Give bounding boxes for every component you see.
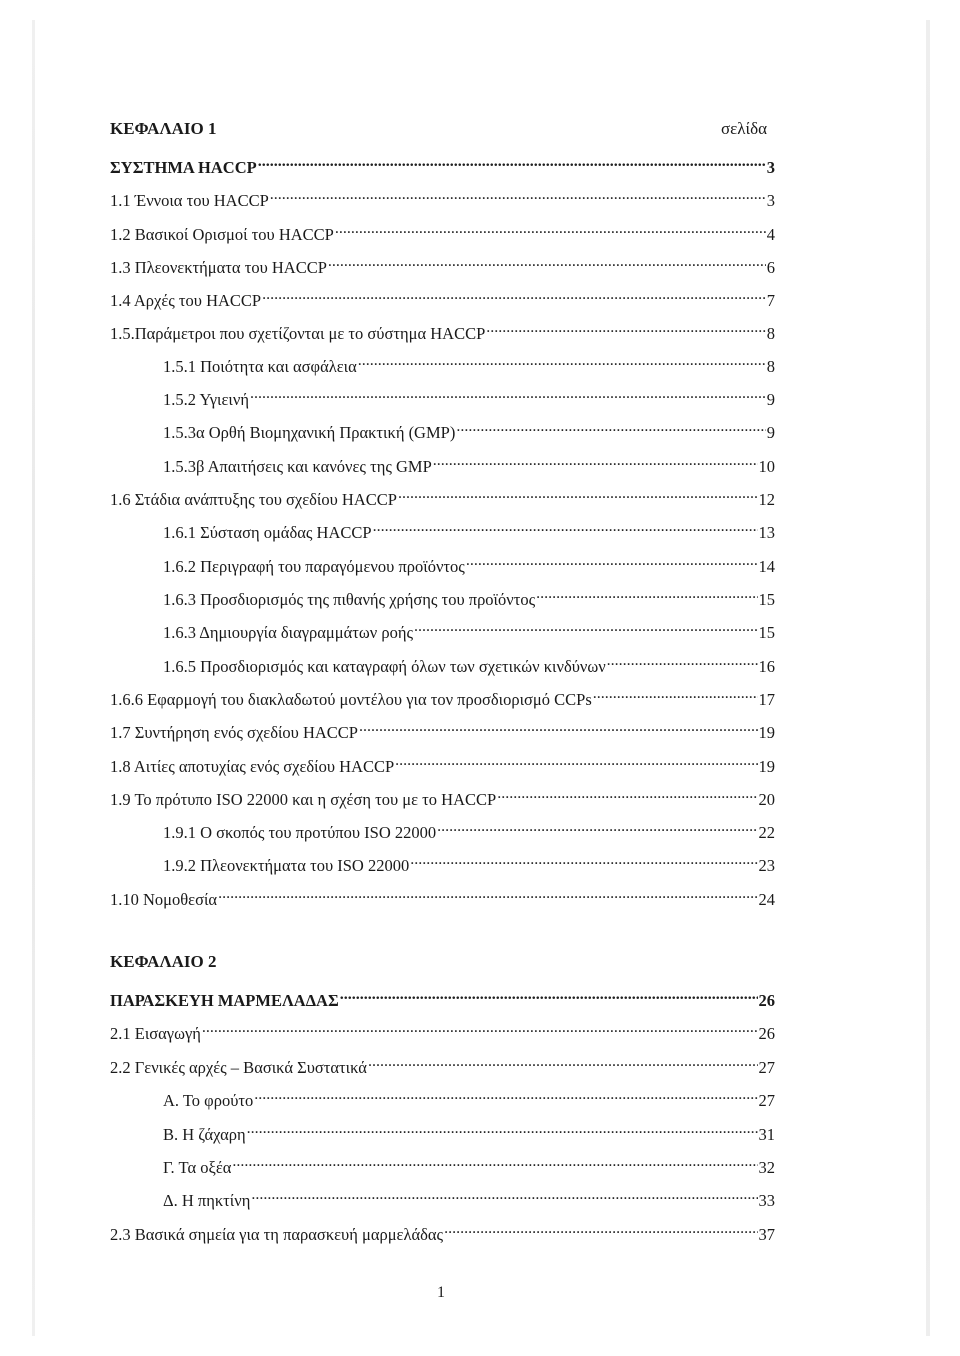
toc-entry-page: 19 [758, 757, 775, 776]
page-number: 1 [437, 1284, 445, 1301]
dot-leader [254, 1084, 757, 1106]
toc-entry [110, 218, 775, 244]
toc-entry [110, 151, 775, 177]
toc-entry [163, 516, 775, 542]
toc-entry-page: 37 [758, 1225, 775, 1244]
dot-leader [218, 883, 757, 905]
dot-leader [328, 251, 766, 273]
toc-entry [163, 350, 775, 376]
toc-entry [110, 783, 775, 809]
chapter-2-heading: ΚΕΦΑΛΑΙΟ 2 [110, 952, 217, 971]
toc-entry [163, 416, 775, 442]
toc-entry-page: 23 [758, 856, 775, 875]
toc-entry-label: 2.2 Γενικές αρχές – Βασικά Συστατικά [110, 1058, 367, 1077]
toc-entry-label: 1.3 Πλεονεκτήματα του HACCP [110, 258, 327, 277]
toc-entry [163, 550, 775, 576]
toc-entry [163, 583, 775, 609]
dot-leader [335, 218, 766, 240]
toc-entry [163, 849, 775, 875]
dot-leader [251, 1184, 757, 1206]
toc-entry-label: 1.7 Συντήρηση ενός σχεδίου HACCP [110, 723, 358, 742]
toc-entry [110, 317, 775, 343]
toc-entry-label: 1.5.1 Ποιότητα και ασφάλεια [163, 357, 357, 376]
dot-leader [373, 516, 758, 538]
toc-entry-page: 8 [766, 324, 775, 343]
toc-entry-page: 7 [766, 291, 775, 310]
dot-leader [466, 550, 758, 572]
toc-entry-label: Α. Το φρούτο [163, 1091, 254, 1110]
toc-entry-label: 1.6.1 Σύσταση ομάδας HACCP [163, 523, 372, 542]
dot-leader [456, 416, 765, 438]
toc-entry [110, 483, 775, 509]
toc-entry [163, 816, 775, 842]
toc-entry-page: 6 [766, 258, 775, 277]
toc-entry [163, 1118, 775, 1144]
toc-entry [110, 683, 775, 709]
toc-entry-page: 20 [758, 790, 775, 809]
toc-entry-label: 1.6.5 Προσδιορισμός και καταγραφή όλων των σχετικών κινδύνων [163, 657, 606, 676]
toc-entry-label: 1.10 Νομοθεσία [110, 890, 218, 909]
dot-leader [247, 1118, 758, 1140]
toc-entry-page: 17 [758, 690, 775, 709]
toc-entry-label: 1.5.3β Απαιτήσεις και κανόνες της GMP [163, 457, 432, 476]
dot-leader [486, 317, 765, 339]
toc-entry-page: 19 [758, 723, 775, 742]
toc-entry [163, 616, 775, 642]
toc-entry-page: 32 [758, 1158, 775, 1177]
dot-leader [433, 450, 758, 472]
dot-leader [359, 716, 758, 738]
toc-entry [163, 1084, 775, 1110]
scan-edge-left [32, 20, 35, 1336]
chapter-1-heading: ΚΕΦΑΛΑΙΟ 1 [110, 119, 217, 138]
toc-entry [163, 383, 775, 409]
dot-leader [444, 1218, 757, 1240]
toc-entry-label: 1.5.3α Ορθή Βιομηχανική Πρακτική (GMP) [163, 423, 456, 442]
toc-entry-page: 4 [766, 225, 775, 244]
dot-leader [262, 284, 766, 306]
toc-entry-page: 26 [758, 1024, 775, 1043]
toc-entry [110, 1051, 775, 1077]
toc-entry-page: 31 [758, 1125, 775, 1144]
dot-leader [497, 783, 757, 805]
dot-leader [340, 984, 758, 1006]
toc-entry-page: 9 [766, 423, 775, 442]
page-column-heading: σελίδα [721, 119, 768, 138]
toc-entry-label: 1.5.Παράμετροι που σχετίζονται με το σύστημα HACCP [110, 324, 486, 343]
dot-leader [414, 616, 758, 638]
toc-entry-page: 12 [758, 490, 775, 509]
toc-entry-label: 1.2 Βασικοί Ορισμοί του HACCP [110, 225, 334, 244]
dot-leader [368, 1051, 758, 1073]
dot-leader [270, 184, 766, 206]
dot-leader [258, 151, 766, 173]
toc-entry-label: Γ. Τα οξέα [163, 1158, 232, 1177]
scan-edge-right [926, 20, 930, 1336]
toc-entry-page: 26 [758, 991, 775, 1010]
toc-entry [110, 251, 775, 277]
dot-leader [607, 650, 758, 672]
toc-entry-label: Δ. Η πηκτίνη [163, 1191, 251, 1210]
toc-entry-label: 2.3 Βασικά σημεία για τη παρασκευή μαρμελάδας [110, 1225, 444, 1244]
toc-entry [110, 1218, 775, 1244]
toc-entry-label: 1.4 Αρχές του HACCP [110, 291, 262, 310]
toc-entry [110, 284, 775, 310]
toc-entry-label: 2.1 Εισαγωγή [110, 1024, 201, 1043]
toc-entry-page: 22 [758, 823, 775, 842]
toc-entry-label: 1.9.1 Ο σκοπός του προτύπου ISO 22000 [163, 823, 437, 842]
toc-entry [110, 984, 775, 1010]
toc-entry-page: 15 [758, 590, 775, 609]
toc-entry-label: 1.6.2 Περιγραφή του παραγόμενου προϊόντος [163, 557, 465, 576]
toc-entry-page: 3 [766, 191, 775, 210]
toc-entry [110, 184, 775, 210]
toc-entry-label: 1.9 Το πρότυπο ISO 22000 και η σχέση του με το HACCP [110, 790, 497, 809]
toc-entry [110, 716, 775, 742]
dot-leader [410, 849, 757, 871]
toc-entry-page: 16 [758, 657, 775, 676]
toc-entry-page: 27 [758, 1091, 775, 1110]
dot-leader [536, 583, 757, 605]
toc-entry-page: 14 [758, 557, 775, 576]
toc-entry-page: 24 [758, 890, 775, 909]
toc-entry-page: 9 [766, 390, 775, 409]
toc-entry-label: 1.6.6 Εφαρμογή του διακλαδωτού μοντέλου για τον προσδιορισμό CCPs [110, 690, 592, 709]
dot-leader [398, 483, 758, 505]
toc-entry [110, 1017, 775, 1043]
toc-entry-label: 1.9.2 Πλεονεκτήματα του ISO 22000 [163, 856, 410, 875]
toc-entry-page: 33 [758, 1191, 775, 1210]
toc-entry [110, 883, 775, 909]
toc-entry-label: 1.6 Στάδια ανάπτυξης του σχεδίου HACCP [110, 490, 397, 509]
toc-entry-label: 1.5.2 Υγιεινή [163, 390, 249, 409]
toc-entry [163, 1151, 775, 1177]
toc-entry [110, 750, 775, 776]
dot-leader [395, 750, 757, 772]
toc-entry-page: 27 [758, 1058, 775, 1077]
toc-entry [163, 1184, 775, 1210]
dot-leader [232, 1151, 757, 1173]
toc-entry-page: 8 [766, 357, 775, 376]
dot-leader [202, 1017, 758, 1039]
dot-leader [593, 683, 758, 705]
toc-entry-label: 1.6.3 Δημιουργία διαγραμμάτων ροής [163, 623, 413, 642]
toc-entry-page: 15 [758, 623, 775, 642]
toc-entry-page: 10 [758, 457, 775, 476]
toc-entry [163, 650, 775, 676]
toc-entry-page: 3 [766, 158, 775, 177]
dot-leader [358, 350, 766, 372]
toc-entry-label: 1.1 Έννοια του HACCP [110, 191, 269, 210]
dot-leader [437, 816, 757, 838]
toc-entry-page: 13 [758, 523, 775, 542]
toc-entry-label: 1.6.3 Προσδιορισμός της πιθανής χρήσης του προϊόντος [163, 590, 536, 609]
toc-entry-label: 1.8 Αιτίες αποτυχίας ενός σχεδίου HACCP [110, 757, 395, 776]
toc-entry [163, 450, 775, 476]
dot-leader [250, 383, 766, 405]
toc-entry-label: ΠΑΡΑΣΚΕΥΗ ΜΑΡΜΕΛΑΔΑΣ [110, 991, 339, 1010]
toc-entry-label: ΣΥΣΤΗΜΑ HACCP [110, 158, 257, 177]
toc-entry-label: Β. Η ζάχαρη [163, 1125, 246, 1144]
